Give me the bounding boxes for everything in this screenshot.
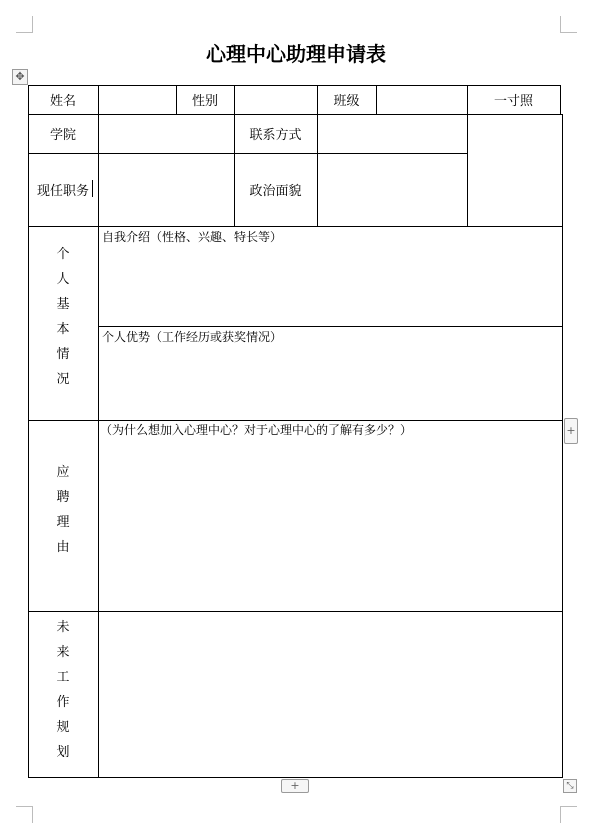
page-corner-mark — [560, 806, 577, 823]
college-label: 学院 — [49, 128, 76, 143]
name-field[interactable] — [99, 86, 176, 114]
add-column-icon[interactable]: + — [564, 418, 578, 444]
page-corner-mark — [16, 16, 33, 33]
college-field[interactable] — [99, 115, 234, 153]
political-field[interactable] — [318, 154, 467, 226]
position-field[interactable] — [99, 154, 234, 226]
class-field[interactable] — [377, 86, 467, 114]
text-cursor — [92, 180, 93, 197]
photo-label: 一寸照 — [493, 94, 533, 109]
name-label: 姓名 — [49, 94, 76, 109]
contact-label: 联系方式 — [249, 128, 302, 143]
advantage-hint: 个人优势（工作经历或获奖情况） — [102, 330, 283, 344]
self-intro-field[interactable] — [99, 245, 562, 325]
table-resize-icon[interactable]: ⤡ — [563, 779, 577, 793]
political-label: 政治面貌 — [249, 184, 302, 199]
self-intro-hint: 自我介绍（性格、兴趣、特长等） — [102, 230, 283, 244]
future-plan-field[interactable] — [99, 612, 562, 777]
page-corner-mark — [560, 16, 577, 33]
gender-label: 性别 — [191, 94, 218, 109]
future-plan-label: 未 来 工 作 规 划 — [56, 620, 70, 760]
document-title: 心理中心助理申请表 — [206, 42, 386, 66]
page-corner-mark — [16, 806, 33, 823]
personal-info-label: 个 人 基 本 情 况 — [56, 247, 70, 387]
class-label: 班级 — [333, 94, 360, 109]
gender-field[interactable] — [235, 86, 317, 114]
table-move-handle-icon[interactable]: ✥ — [12, 69, 28, 85]
reason-field[interactable] — [99, 438, 562, 610]
position-label: 现任职务 — [36, 184, 89, 199]
reason-label: 应 聘 理 由 — [56, 465, 70, 555]
add-row-icon[interactable]: + — [281, 779, 309, 793]
advantage-field[interactable] — [99, 345, 562, 419]
contact-field[interactable] — [318, 115, 467, 153]
reason-hint: （为什么想加入心理中心？对于心理中心的了解有多少？） — [100, 423, 413, 437]
photo-area[interactable] — [468, 115, 562, 226]
